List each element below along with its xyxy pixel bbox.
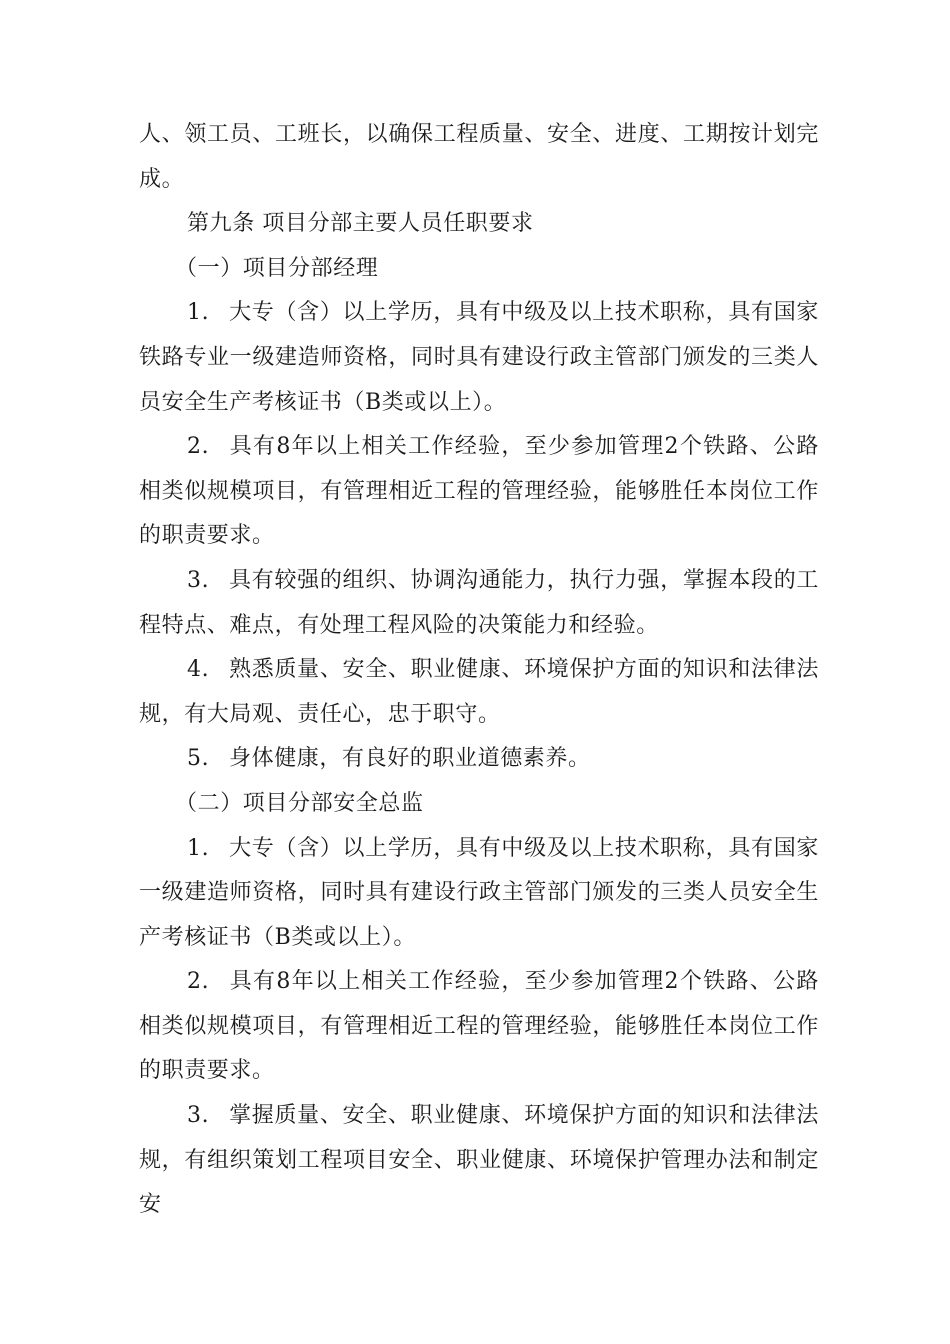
- list-item: [139, 737, 819, 782]
- list-item: [139, 1094, 819, 1228]
- item-text: 大专（含）以上学历，具有中级及以上技术职称，具有国家一级建造师资格，同时具有建设行政主管部门颁发的三类人员安全生产考核证书（B类或以上）。: [139, 835, 819, 950]
- item-number: 3.: [187, 1103, 210, 1129]
- list-item: [139, 425, 819, 559]
- item-number: 2.: [187, 969, 210, 995]
- section-heading-safety-director: （二）项目分部安全总监: [175, 790, 424, 816]
- article-heading: 第九条 项目分部主要人员任职要求: [187, 211, 534, 237]
- list-item: [139, 559, 819, 648]
- document-body: [139, 113, 819, 1228]
- item-number: 4.: [187, 657, 210, 683]
- item-text: 大专（含）以上学历，具有中级及以上技术职称，具有国家铁路专业一级建造师资格，同时具有建设行政主管部门颁发的三类人员安全生产考核证书（B类或以上）。: [139, 300, 819, 415]
- item-number: 1.: [187, 300, 210, 326]
- item-text: 具有8年以上相关工作经验，至少参加管理2个铁路、公路相类似规模项目，有管理相近工程的管理经验，能够胜任本岗位工作的职责要求。: [139, 969, 819, 1084]
- item-text: 熟悉质量、安全、职业健康、环境保护方面的知识和法律法规，有大局观、责任心，忠于职守。: [139, 657, 819, 727]
- item-text: 具有8年以上相关工作经验，至少参加管理2个铁路、公路相类似规模项目，有管理相近工程的管理经验，能够胜任本岗位工作的职责要求。: [139, 434, 819, 549]
- continuation-paragraph: 人、领工员、工班长，以确保工程质量、安全、进度、工期按计划完成。: [139, 122, 819, 192]
- section-heading-manager: （一）项目分部经理: [175, 255, 379, 281]
- list-item: [139, 291, 819, 425]
- list-item: [139, 648, 819, 737]
- list-item: [139, 960, 819, 1094]
- item-text: 具有较强的组织、协调沟通能力，执行力强，掌握本段的工程特点、难点，有处理工程风险的决策能力和经验。: [139, 567, 819, 638]
- item-number: 2.: [187, 434, 210, 460]
- list-item: [139, 827, 819, 961]
- item-text: 身体健康，有良好的职业道德素养。: [229, 746, 591, 772]
- item-number: 3.: [187, 567, 210, 593]
- item-number: 5.: [187, 746, 210, 772]
- item-number: 1.: [187, 835, 210, 861]
- item-text: 掌握质量、安全、职业健康、环境保护方面的知识和法律法规，有组织策划工程项目安全、职业健康、环境保护管理办法和制定安: [139, 1103, 819, 1218]
